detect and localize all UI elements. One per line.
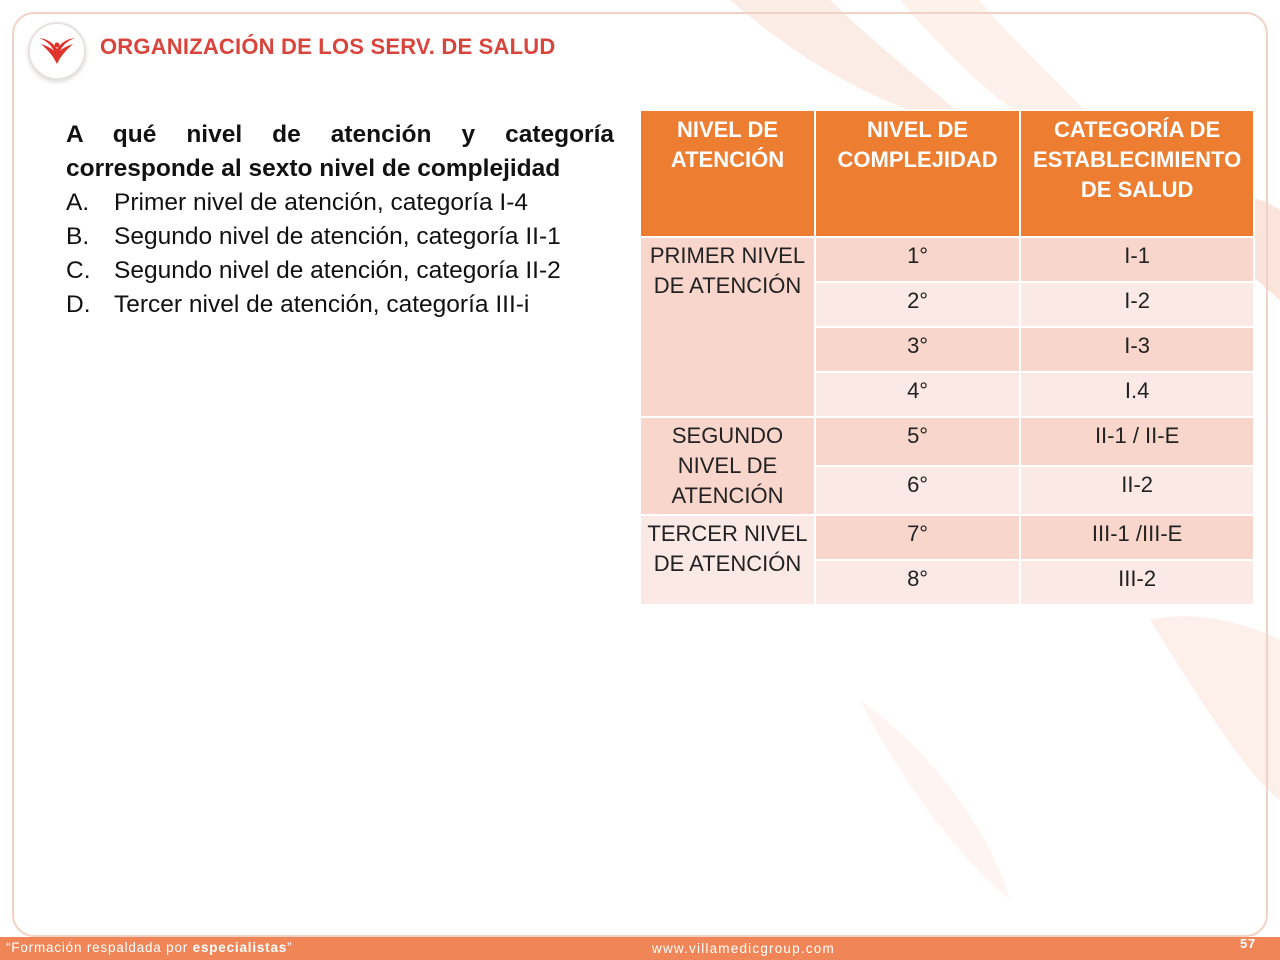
- group-third-level: TERCER NIVEL DE ATENCIÓN: [640, 515, 815, 605]
- option-a: [66, 186, 614, 220]
- tagline-suffix: ”: [287, 940, 293, 955]
- category-cell: II-1 / II-E: [1020, 417, 1254, 466]
- complexity-cell: 2°: [815, 282, 1020, 327]
- tagline-bold: especialistas: [192, 940, 288, 955]
- answer-options: [66, 186, 614, 322]
- table-row: [640, 237, 1254, 282]
- option-letter: B.: [66, 223, 90, 250]
- category-cell: I-3: [1020, 327, 1254, 372]
- category-cell: II-2: [1020, 466, 1254, 515]
- complexity-cell: 3°: [815, 327, 1020, 372]
- complexity-cell: 5°: [815, 417, 1020, 466]
- option-b: [66, 220, 614, 254]
- header-complexity-level: NIVEL DE COMPLEJIDAD: [815, 110, 1020, 237]
- option-letter: A.: [66, 189, 90, 216]
- question-block: [66, 118, 614, 322]
- option-letter: C.: [66, 257, 91, 284]
- header-attention-level: NIVEL DE ATENCIÓN: [640, 110, 815, 237]
- category-cell: I.4: [1020, 372, 1254, 417]
- complexity-cell: 8°: [815, 560, 1020, 605]
- option-d: [66, 288, 614, 322]
- page-title: ORGANIZACIÓN DE LOS SERV. DE SALUD: [100, 34, 556, 59]
- footer-tagline: [6, 940, 292, 955]
- category-cell: I-2: [1020, 282, 1254, 327]
- option-text: Tercer nivel de atención, categoría III-i: [114, 291, 530, 318]
- option-text: Primer nivel de atención, categoría I-4: [114, 189, 528, 216]
- footer-website: www.villamedicgroup.com: [652, 941, 835, 956]
- option-letter: D.: [66, 291, 91, 318]
- complexity-cell: 1°: [815, 237, 1020, 282]
- complexity-cell: 6°: [815, 466, 1020, 515]
- phoenix-icon: [37, 34, 77, 68]
- complexity-cell: 4°: [815, 372, 1020, 417]
- logo: [28, 22, 86, 80]
- table-row: [640, 515, 1254, 560]
- option-c: [66, 254, 614, 288]
- option-text: Segundo nivel de atención, categoría II-2: [114, 257, 561, 284]
- tagline-prefix: “Formación respaldada por: [6, 940, 193, 955]
- category-cell: III-2: [1020, 560, 1254, 605]
- group-first-level: PRIMER NIVEL DE ATENCIÓN: [640, 237, 815, 417]
- table-header-row: [640, 110, 1254, 237]
- footer-bar: [0, 937, 1280, 960]
- table-row: [640, 417, 1254, 466]
- attention-levels-table: [639, 109, 1255, 606]
- category-cell: III-1 /III-E: [1020, 515, 1254, 560]
- header-establishment-category: CATEGORÍA DE ESTABLECIMIENTO DE SALUD: [1020, 110, 1254, 237]
- complexity-cell: 7°: [815, 515, 1020, 560]
- group-second-level: SEGUNDO NIVEL DE ATENCIÓN: [640, 417, 815, 515]
- page-number: 57: [1240, 936, 1257, 951]
- category-cell: I-1: [1020, 237, 1254, 282]
- option-text: Segundo nivel de atención, categoría II-1: [114, 223, 561, 250]
- question-title: A qué nivel de atención y categoría corresponde al sexto nivel de complejidad: [66, 121, 614, 182]
